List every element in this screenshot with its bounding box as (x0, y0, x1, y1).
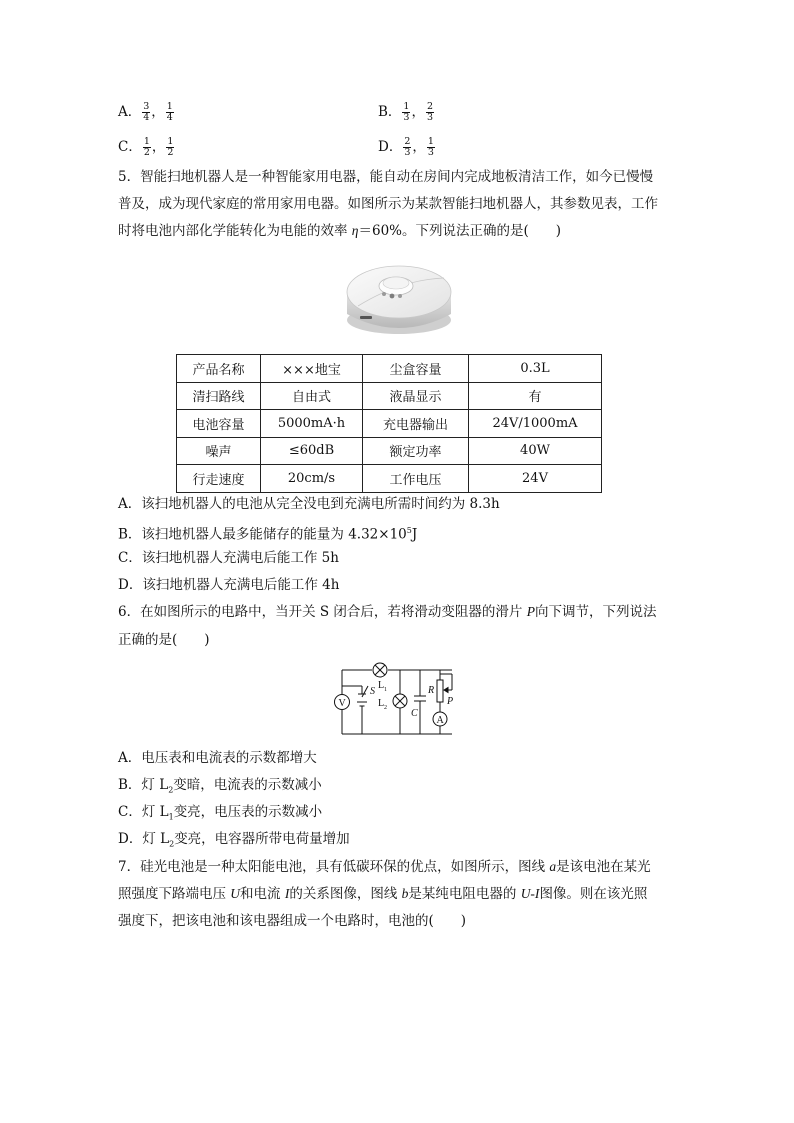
table-row: 清扫路线 自由式 液晶显示 有 (177, 382, 602, 410)
q5-stem-line-2: 普及，成为现代家庭的常用家用电器。如图所示为某款智能扫地机器人，其参数见表，工作 (118, 196, 658, 212)
q6-option-a: A．电压表和电流表的示数都增大 (118, 750, 317, 766)
q5-option-d: D．该扫地机器人充满电后能工作 4h (118, 577, 340, 593)
q4-option-b: B． $\frac{1}{3}$ ， $\frac{2}{3}$ (378, 101, 434, 123)
q5-stem-line-1: 5．智能扫地机器人是一种智能家用电器，能自动在房间内完成地板清洁工作，如今已慢慢 (118, 169, 654, 185)
svg-text:L: L (378, 698, 385, 709)
svg-text:V: V (338, 698, 346, 709)
fraction: $\frac{2}{3}$ (426, 101, 434, 123)
q6-option-b: B．灯 $L_2$变暗，电流表的示数减小 (118, 777, 322, 795)
q6-stem-line-2: 正确的是( ) (118, 632, 210, 648)
svg-text:C: C (411, 708, 418, 719)
q4-option-d: D． $\frac{2}{3}$ ， $\frac{1}{3}$ (378, 136, 434, 158)
q5-stem-line-3: 时将电池内部化学能转化为电能的效率 η＝60%。下列说法正确的是( ) (118, 223, 562, 239)
q6-option-d: D．灯 $L_2$变亮，电容器所带电荷量增加 (118, 831, 350, 849)
q7-stem-line-2: 照强度下路端电压 U和电流 I的关系图像，图线 b是某纯电阻电器的 U-I图像。则在该光照 (118, 886, 648, 902)
robot-vacuum-image (340, 250, 458, 338)
fraction: $\frac{3}{4}$ (143, 101, 150, 123)
robot-parameter-table (176, 354, 602, 493)
fraction: $\frac{1}{4}$ (166, 101, 173, 123)
table-row: 噪声 ≤60dB 额定功率 40W (177, 437, 602, 465)
q6-option-c: C．灯 $L_1$变亮，电压表的示数减小 (118, 804, 323, 822)
q5-option-a: A．该扫地机器人的电池从完全没电到充满电所需时间约为 8.3h (118, 496, 500, 512)
circuit-diagram (328, 658, 464, 742)
q4-option-c: C． $\frac{1}{2}$ ， $\frac{1}{2}$ (118, 136, 174, 158)
q7-stem-line-3: 强度下，把该电池和该电器组成一个电路时，电池的( ) (118, 913, 467, 929)
table-row: 行走速度 20cm/s 工作电压 24V (177, 465, 602, 493)
svg-text:L: L (378, 680, 385, 691)
q4-option-a: A． $\frac{3}{4}$ ， $\frac{1}{4}$ (118, 101, 173, 123)
fraction: $\frac{1}{2}$ (167, 136, 174, 158)
svg-text:R: R (428, 685, 435, 696)
fraction: $\frac{1}{2}$ (143, 136, 150, 158)
q6-stem-line-1: 6．在如图所示的电路中，当开关 S 闭合后，若将滑动变阻器的滑片 P向下调节，下列说法 (118, 604, 657, 620)
svg-text:P: P (447, 696, 454, 707)
svg-text:S: S (370, 686, 375, 697)
q7-stem-line-1: 7．硅光电池是一种太阳能电池，具有低碳环保的优点，如图所示，图线 a是该电池在某光 (118, 859, 651, 875)
q5-option-c: C．该扫地机器人充满电后能工作 5h (118, 550, 339, 566)
table-row: 电池容量 5000mA·h 充电器输出 24V/1000mA (177, 410, 602, 438)
svg-text:1: 1 (384, 687, 387, 693)
fraction: $\frac{2}{3}$ (404, 136, 411, 158)
svg-text:2: 2 (384, 705, 387, 711)
table-row: 产品名称 ×××地宝 尘盒容量 0.3L (177, 355, 602, 383)
fraction: $\frac{1}{3}$ (403, 101, 410, 123)
q5-option-b: B．该扫地机器人最多能储存的能量为 $4.32\times 10^5J$ (118, 526, 418, 543)
svg-text:A: A (436, 715, 444, 726)
fraction: $\frac{1}{3}$ (427, 136, 434, 158)
